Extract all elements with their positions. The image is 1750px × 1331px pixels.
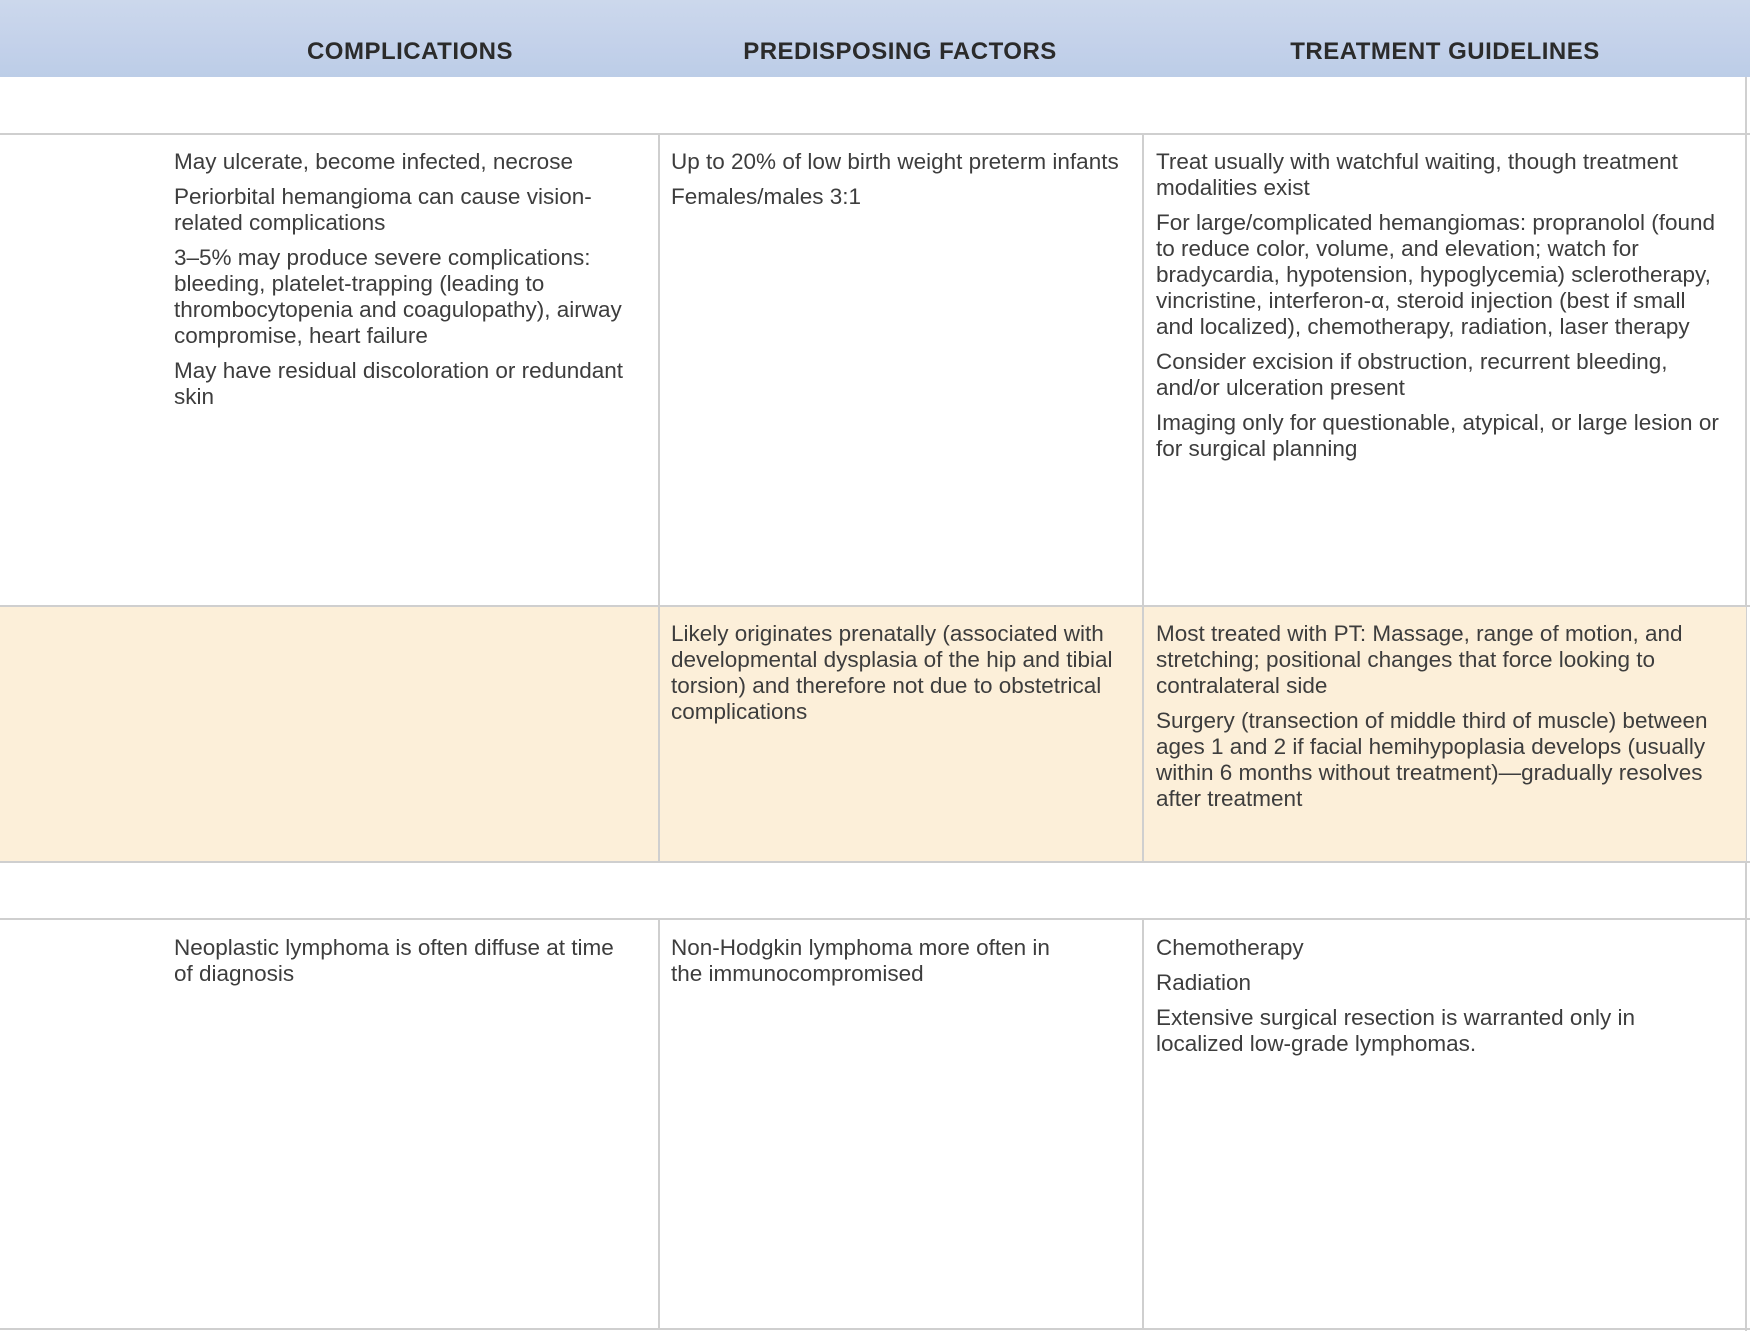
table-cell-text: For large/complicated hemangiomas: propranolol (found to reduce color, volume, and elevation; watch for bradycardia, hypotension, hypoglycemia) sclerotherapy, vincristine, interferon-α, steroid injection (best if small and localized), chemotherapy, radiation, laser therapy xyxy=(1156,210,1716,339)
table-cell-text: Imaging only for questionable, atypical, or large lesion or for surgical planning xyxy=(1156,410,1719,461)
column-divider xyxy=(658,919,660,1329)
table-cell-text: Females/males 3:1 xyxy=(671,184,862,209)
table-cell-text: Surgery (transection of middle third of muscle) between ages 1 and 2 if facial hemihypoplasia develops (usually within 6 months without treatment)—gradually resolves after treatment xyxy=(1156,708,1708,811)
row-divider xyxy=(0,918,1750,920)
header-complications: COMPLICATIONS xyxy=(306,38,514,65)
table-cell-text: Chemotherapy xyxy=(1156,935,1304,960)
table-cell-text: Periorbital hemangioma can cause vision-related complications xyxy=(174,184,592,235)
row3-predisposing-cell xyxy=(671,935,1071,996)
column-divider xyxy=(658,134,660,861)
table-cell-text: Non-Hodgkin lymphoma more often in the immunocompromised xyxy=(671,935,1050,986)
row-divider xyxy=(0,133,1750,135)
header-treatment-guidelines: TREATMENT GUIDELINES xyxy=(1290,38,1600,65)
row2-predisposing-cell xyxy=(671,621,1141,734)
row3-complications-cell xyxy=(174,935,624,996)
table-cell-text: Up to 20% of low birth weight preterm infants xyxy=(671,149,1119,174)
table-cell-text: 3–5% may produce severe complications: bleeding, platelet-trapping (leading to thrombocytopenia and coagulopathy), airway compromise, heart failure xyxy=(174,245,622,348)
header-predisposing-factors: PREDISPOSING FACTORS xyxy=(743,38,1057,65)
table-cell-text: Likely originates prenatally (associated with developmental dysplasia of the hip and tibial torsion) and therefore not due to obstetrical complications xyxy=(671,621,1113,724)
row-divider xyxy=(0,861,1750,863)
table-cell-text: May have residual discoloration or redundant skin xyxy=(174,358,624,409)
table-header xyxy=(0,0,1750,77)
table-cell-text: Neoplastic lymphoma is often diffuse at time of diagnosis xyxy=(174,935,614,986)
row1-treatment-cell xyxy=(1156,149,1726,471)
table-cell-text: Consider excision if obstruction, recurrent bleeding, and/or ulceration present xyxy=(1156,349,1668,400)
table-cell-text: Extensive surgical resection is warranted only in localized low-grade lymphomas. xyxy=(1156,1005,1635,1056)
table-cell-text: Treat usually with watchful waiting, though treatment modalities exist xyxy=(1156,149,1678,200)
row3-treatment-cell xyxy=(1156,935,1726,1066)
row-divider xyxy=(0,605,1750,607)
column-divider xyxy=(1142,134,1144,861)
table-cell-text: May ulcerate, become infected, necrose xyxy=(174,149,573,174)
row1-complications-cell xyxy=(174,149,624,419)
column-divider xyxy=(1142,919,1144,1329)
table-cell-text: Most treated with PT: Massage, range of motion, and stretching; positional changes that force looking to contralateral side xyxy=(1156,621,1683,698)
table-cell-text: Radiation xyxy=(1156,970,1252,995)
row2-treatment-cell xyxy=(1156,621,1726,821)
row1-predisposing-cell xyxy=(671,149,1141,219)
row-divider xyxy=(0,1328,1750,1330)
